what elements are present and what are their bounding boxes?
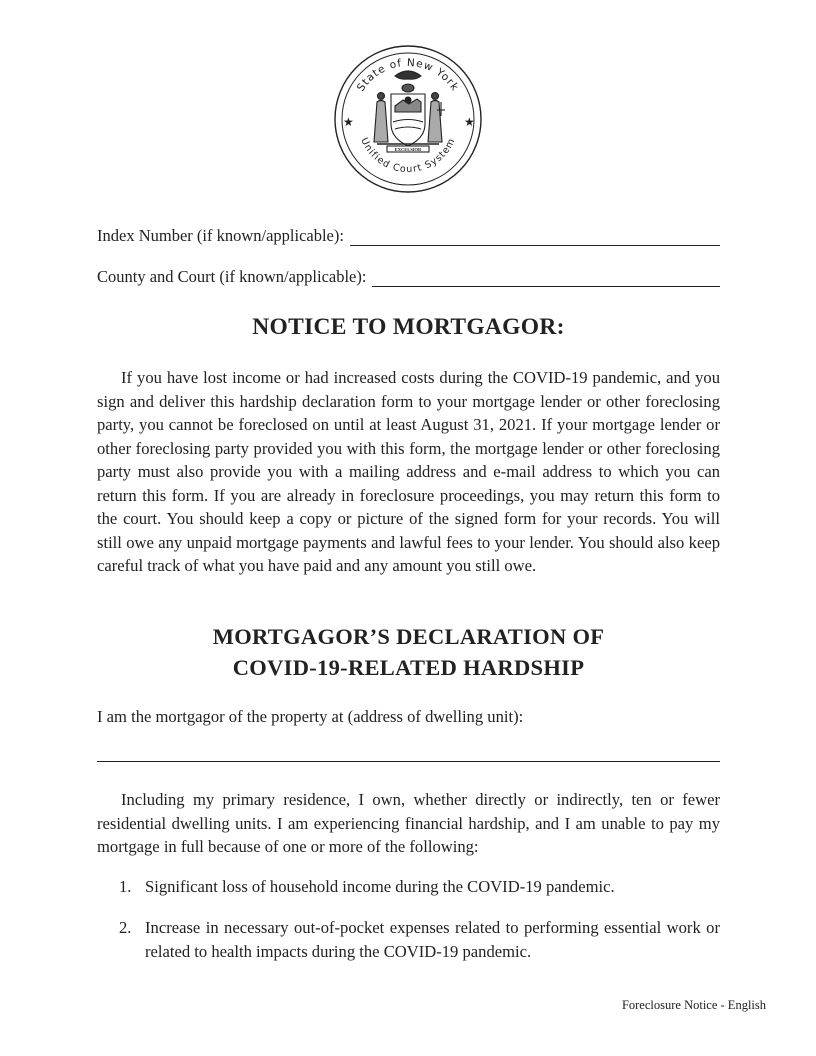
declaration-title-line2: COVID-19-RELATED HARDSHIP	[232, 655, 585, 680]
index-number-label: Index Number (if known/applicable):	[97, 226, 344, 245]
address-intro: I am the mortgagor of the property at (address of dwelling unit):	[97, 707, 524, 726]
seal-top-text: State of New York	[354, 56, 462, 94]
notice-title: NOTICE TO MORTGAGOR:	[252, 314, 565, 340]
list-item-number: 1.	[119, 877, 132, 896]
notice-body: If you have lost income or had increased costs during the COVID-19 pandemic, and you sign and deliver this hardship declaration form to your mortgage lender or other foreclosing party, you cannot be foreclosed on until at least August 31, 2021. If your mortgage lender or other foreclosing party provided you with this form, the mortgage lender or other foreclosing party must also provide you with a mailing address and e-mail address to which you can return this form. If you are already in foreclosure proceedings, you may return this form to the court. You should keep a copy or picture of the signed form for your records. You will still owe any unpaid mortgage payments and lawful fees to your lender. You should also keep careful track of what you have paid and any amount you still owe.	[97, 368, 720, 575]
county-court-field[interactable]	[97, 267, 720, 287]
declaration-body: Including my primary residence, I own, whether directly or indirectly, ten or fewer residential dwelling units. I am experiencing financial hardship, and I am unable to pay my mortgage in full because of one or more of the following:	[97, 790, 720, 856]
county-court-input-line[interactable]	[372, 272, 720, 287]
list-item-text: Increase in necessary out-of-pocket expenses related to performing essential work or related to health impacts during the COVID-19 pandemic.	[145, 918, 720, 961]
list-item	[97, 875, 720, 899]
index-number-input-line[interactable]	[350, 231, 720, 246]
county-court-label: County and Court (if known/applicable):	[97, 267, 367, 286]
address-input-line[interactable]	[97, 761, 720, 762]
seal-bottom-text: Unified Court System	[358, 136, 458, 176]
seal-motto: EXCELSIOR	[394, 147, 422, 152]
hardship-list-item	[97, 916, 720, 963]
footer-label: Foreclosure Notice - English	[621, 998, 766, 1012]
star-icon: ★	[464, 115, 475, 129]
declaration-title-line1: MORTGAGOR’S DECLARATION OF	[212, 624, 605, 649]
declaration-title	[97, 621, 720, 683]
list-item-number: 2.	[119, 918, 132, 937]
list-item	[97, 916, 720, 963]
svg-text:Unified Court System	[358, 136, 457, 175]
list-item-text: Significant loss of household income during the COVID-19 pandemic.	[145, 877, 615, 896]
court-seal-logo	[333, 44, 483, 194]
hardship-list-item	[97, 875, 720, 899]
star-icon: ★	[343, 115, 354, 129]
coat-of-arms-icon	[374, 71, 445, 152]
index-number-field[interactable]	[97, 226, 720, 246]
